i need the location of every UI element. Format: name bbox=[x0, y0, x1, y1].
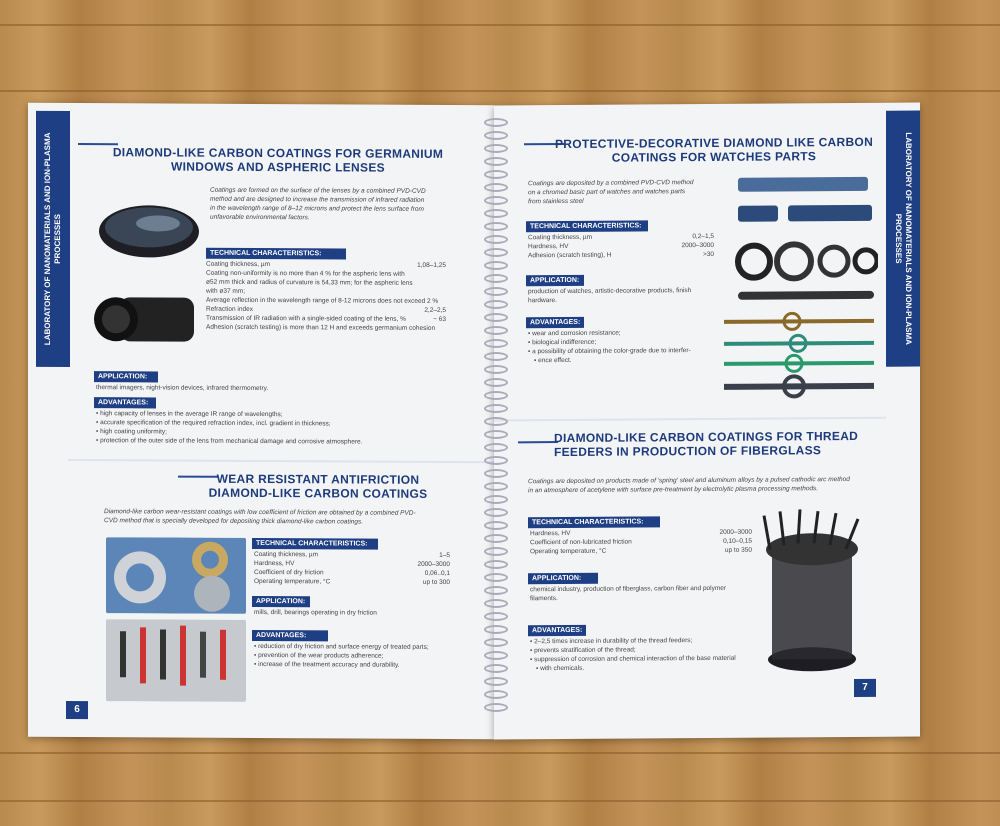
advantage-item: • 2–2,5 times increase in durability of the thread feeders; bbox=[530, 636, 760, 647]
tech-key: Coating thickness, µm bbox=[206, 260, 271, 269]
left-page bbox=[28, 103, 494, 739]
right-side-band-text: LABORATORY OF NANOMATERIALS AND ION-PLASMA PROCESSES bbox=[894, 132, 913, 345]
spiral-ring bbox=[484, 508, 508, 517]
spiral-ring bbox=[484, 677, 508, 686]
spiral-ring bbox=[484, 495, 508, 504]
spiral-ring bbox=[484, 326, 508, 335]
advantage-item: • accurate specification of the required refraction index, incl. gradient in thickness; bbox=[96, 418, 476, 429]
application-text: mills, drill, bearings operating in dry friction bbox=[254, 608, 377, 617]
lens-photo bbox=[96, 197, 202, 264]
title-line: COATINGS FOR WATCHES PARTS bbox=[611, 149, 817, 165]
tech-value: up to 300 bbox=[422, 578, 450, 586]
title-line: DIAMOND-LIKE CARBON COATINGS FOR THREAD bbox=[554, 428, 859, 446]
spiral-ring bbox=[484, 573, 508, 582]
spiral-ring bbox=[484, 248, 508, 257]
intro-line: in the wavelength range of 8–12 microns and protect the lens surface from bbox=[210, 204, 424, 213]
spiral-ring bbox=[484, 300, 508, 309]
tech-key: Hardness, HV bbox=[254, 559, 295, 568]
tech-key: Operating temperature, °C bbox=[254, 577, 331, 586]
advantages-list bbox=[530, 636, 760, 674]
tech-value: 2000–3000 bbox=[681, 241, 714, 250]
title-line: FEEDERS IN PRODUCTION OF FIBERGLASS bbox=[554, 443, 822, 460]
application-label: APPLICATION: bbox=[94, 371, 158, 382]
tech-value: 2000–3000 bbox=[719, 528, 752, 536]
tech-value: 0,2–1,5 bbox=[692, 232, 714, 241]
spiral-ring bbox=[484, 456, 508, 465]
thermal-imager-photo bbox=[92, 289, 202, 352]
intro-line: Coatings are formed on the surface of the lenses by a combined PVD-CVD bbox=[210, 186, 426, 195]
intro-line: from stainless steel bbox=[528, 197, 584, 206]
tech-value: up to 350 bbox=[724, 546, 752, 554]
tech-label: TECHNICAL CHARACTERISTICS: bbox=[252, 538, 378, 550]
page-number: 6 bbox=[66, 701, 88, 719]
spiral-ring bbox=[484, 313, 508, 322]
title-line: PROTECTIVE-DECORATIVE DIAMOND LIKE CARBON bbox=[554, 134, 874, 152]
tech-value: 2000–3000 bbox=[417, 560, 450, 568]
tech-value: ~ 63 bbox=[433, 315, 446, 323]
spiral-ring bbox=[484, 664, 508, 673]
application-line: filaments. bbox=[530, 595, 558, 603]
tech-row bbox=[530, 546, 752, 557]
section-separator bbox=[68, 459, 494, 463]
spiral-ring bbox=[484, 469, 508, 478]
tech-key: Coating non-uniformity is no more than 4 % for the aspheric lens with bbox=[206, 269, 405, 278]
tech-key: Transmission of IR radiation with a single-sided coating of the lens, % bbox=[206, 314, 406, 323]
left-side-band-text: LABORATORY OF NANOMATERIALS AND ION-PLASMA PROCESSES bbox=[43, 132, 62, 346]
spiral-ring bbox=[484, 209, 508, 218]
advantage-item: • high capacity of lenses in the average IR range of wavelengths; bbox=[96, 409, 476, 420]
spiral-ring bbox=[484, 170, 508, 179]
right-page bbox=[494, 103, 920, 740]
spiral-ring bbox=[484, 196, 508, 205]
spiral-ring bbox=[484, 222, 508, 231]
tech-row bbox=[528, 250, 714, 260]
advantages-label: ADVANTAGES: bbox=[94, 397, 156, 408]
section-title bbox=[544, 135, 884, 165]
application-line: chemical industry, production of fiberglass, carbon fiber and polymer bbox=[530, 584, 727, 594]
spiral-ring bbox=[484, 625, 508, 634]
intro-line: in an atmosphere of acetylene with surface pre-treatment by electrolytic plasma processing methods. bbox=[528, 485, 819, 495]
advantage-item: • protection of the outer side of the lens from mechanical damage and corrosive atmosphere. bbox=[96, 436, 476, 447]
spiral-ring bbox=[484, 365, 508, 374]
drills-photo bbox=[106, 619, 246, 702]
advantage-item: • wear and corrosion resistance; bbox=[528, 328, 728, 338]
spiral-ring bbox=[484, 183, 508, 192]
tech-key: ø52 mm thick and radius of curvature is 54,33 mm; for the aspheric lens bbox=[206, 278, 413, 287]
tech-label: TECHNICAL CHARACTERISTICS: bbox=[206, 248, 346, 260]
section-separator bbox=[494, 417, 886, 422]
advantages-list bbox=[254, 642, 468, 670]
intro-line: unfavorable environmental factors. bbox=[210, 213, 310, 222]
tech-key: Average reflection in the wavelength range of 8-12 microns does not exceed 2 % bbox=[206, 296, 439, 305]
section-title bbox=[208, 472, 428, 501]
spiral-ring bbox=[484, 131, 508, 140]
tech-key: with ø37 mm; bbox=[206, 287, 246, 295]
spiral-ring bbox=[484, 157, 508, 166]
spiral-ring bbox=[484, 339, 508, 348]
title-line: DIAMOND-LIKE CARBON COATINGS bbox=[208, 485, 428, 501]
intro-line: CVD method that is specially developed for depositing thick diamond-like carbon coatings. bbox=[104, 517, 364, 526]
tech-row bbox=[206, 323, 446, 333]
tech-label: TECHNICAL CHARACTERISTICS: bbox=[528, 516, 660, 528]
application-label: APPLICATION: bbox=[526, 275, 584, 286]
intro-text bbox=[528, 475, 888, 496]
tech-key: Adhesion (scratch testing) is more than 12 H and exceeds germanium cohesion bbox=[206, 323, 436, 332]
open-brochure bbox=[28, 104, 920, 738]
spiral-ring bbox=[484, 274, 508, 283]
tech-key: Coating thickness, µm bbox=[254, 550, 319, 559]
tech-key: Coating thickness, µm bbox=[528, 233, 593, 242]
tech-key: Adhesion (scratch testing), H bbox=[528, 251, 612, 260]
advantage-item: • biological indifference; bbox=[528, 337, 728, 347]
spiral-ring bbox=[484, 391, 508, 400]
spiral-ring bbox=[484, 586, 508, 595]
tech-list bbox=[254, 550, 450, 587]
spiral-ring bbox=[484, 534, 508, 543]
spiral-ring bbox=[484, 547, 508, 556]
spiral-ring bbox=[484, 417, 508, 426]
advantages-label: ADVANTAGES: bbox=[528, 625, 586, 636]
advantage-item-continued: • ence effect. bbox=[528, 355, 728, 365]
right-side-band bbox=[886, 111, 920, 367]
advantages-label: ADVANTAGES: bbox=[526, 317, 584, 328]
tech-key: Hardness, HV bbox=[528, 242, 569, 251]
spiral-ring bbox=[484, 430, 508, 439]
application-line: hardware. bbox=[528, 297, 557, 305]
spiral-ring bbox=[484, 378, 508, 387]
title-line: WINDOWS AND ASPHERIC LENSES bbox=[171, 159, 385, 175]
tech-value: >30 bbox=[702, 250, 714, 259]
spiral-ring bbox=[484, 599, 508, 608]
tech-value: 1–5 bbox=[439, 551, 450, 559]
tech-list bbox=[206, 260, 446, 333]
application-text: thermal imagers, night-vision devices, infrared thermometry. bbox=[96, 384, 269, 393]
spiral-ring bbox=[484, 352, 508, 361]
spiral-ring bbox=[484, 703, 508, 712]
title-line: DIAMOND-LIKE CARBON COATINGS FOR GERMANIUM bbox=[112, 145, 444, 161]
advantage-item-continued: • with chemicals. bbox=[530, 663, 760, 674]
tech-key: Operating temperature, °C bbox=[530, 547, 607, 556]
spiral-ring bbox=[484, 443, 508, 452]
spiral-ring bbox=[484, 482, 508, 491]
spiral-ring bbox=[484, 235, 508, 244]
thread-feeders-photo bbox=[758, 509, 866, 680]
intro-line: Coatings are deposited on products made of 'spring' steel and aluminum alloys by a pulsed cathodic arc method bbox=[528, 476, 850, 486]
tech-label: TECHNICAL CHARACTERISTICS: bbox=[526, 220, 648, 232]
tech-key: Coefficient of dry friction bbox=[254, 568, 324, 577]
tech-list bbox=[528, 232, 714, 260]
advantage-item: • a possibility of obtaining the color-grade due to interfer- bbox=[528, 346, 728, 356]
application-label: APPLICATION: bbox=[528, 573, 598, 584]
intro-line: Diamond-like carbon wear-resistant coatings with low coefficient of friction are obtained by a combined PVD- bbox=[104, 508, 416, 517]
spiral-ring bbox=[484, 261, 508, 270]
bearings-photo bbox=[106, 537, 246, 614]
advantage-item: • suppression of corrosion and chemical interaction of the base material bbox=[530, 654, 760, 665]
advantages-list bbox=[96, 409, 476, 447]
application-text bbox=[530, 584, 756, 604]
tech-value: 0,10–0,15 bbox=[723, 537, 752, 545]
spiral-ring bbox=[484, 118, 508, 127]
tech-value: 0,06..0,1 bbox=[424, 569, 450, 577]
intro-text bbox=[528, 178, 738, 206]
intro-line: Coatings are deposited by a combined PVD-CVD method bbox=[528, 179, 694, 188]
spiral-ring bbox=[484, 287, 508, 296]
intro-text bbox=[210, 186, 480, 223]
watch-parts-photo bbox=[718, 175, 878, 402]
application-label: APPLICATION: bbox=[252, 596, 310, 607]
tech-key: Refraction index bbox=[206, 305, 253, 313]
spiral-ring bbox=[484, 404, 508, 413]
intro-text bbox=[104, 507, 484, 527]
title-line: WEAR RESISTANT ANTIFRICTION bbox=[216, 471, 420, 487]
advantage-item: • increase of the treatment accuracy and durability. bbox=[254, 660, 468, 670]
application-text bbox=[528, 286, 728, 305]
advantage-item: • prevention of the wear products adherence; bbox=[254, 651, 468, 661]
tech-value: 1,08–1,25 bbox=[417, 261, 446, 269]
advantage-item: • reduction of dry friction and surface energy of treated parts; bbox=[254, 642, 468, 652]
spiral-ring bbox=[484, 690, 508, 699]
tech-list bbox=[530, 528, 752, 557]
spiral-ring bbox=[484, 651, 508, 660]
advantage-item: • prevents stratification of the thread; bbox=[530, 645, 760, 656]
advantage-item: • high coating uniformity; bbox=[96, 427, 476, 438]
left-side-band bbox=[36, 111, 70, 367]
advantages-label: ADVANTAGES: bbox=[252, 630, 328, 641]
page-number: 7 bbox=[854, 679, 876, 697]
spiral-ring bbox=[484, 144, 508, 153]
spiral-binding bbox=[484, 118, 508, 728]
advantages-list bbox=[528, 328, 728, 365]
application-line: production of watches, artistic-decorative products, finish bbox=[528, 287, 692, 296]
spiral-ring bbox=[484, 612, 508, 621]
intro-line: on a chromed basic part of watches and watches parts bbox=[528, 188, 686, 197]
tech-key: Coefficient of non-lubricated friction bbox=[530, 538, 632, 547]
section-title bbox=[78, 145, 478, 175]
tech-key: Hardness, HV bbox=[530, 529, 571, 538]
spiral-ring bbox=[484, 560, 508, 569]
tech-row bbox=[254, 577, 450, 587]
section-title bbox=[554, 429, 874, 459]
divider bbox=[518, 441, 558, 443]
tech-value: 2,2–2,5 bbox=[424, 306, 446, 314]
spiral-ring bbox=[484, 521, 508, 530]
spiral-ring bbox=[484, 638, 508, 647]
intro-line: method and are designed to increase the transmission of infrared radiation bbox=[210, 195, 425, 204]
